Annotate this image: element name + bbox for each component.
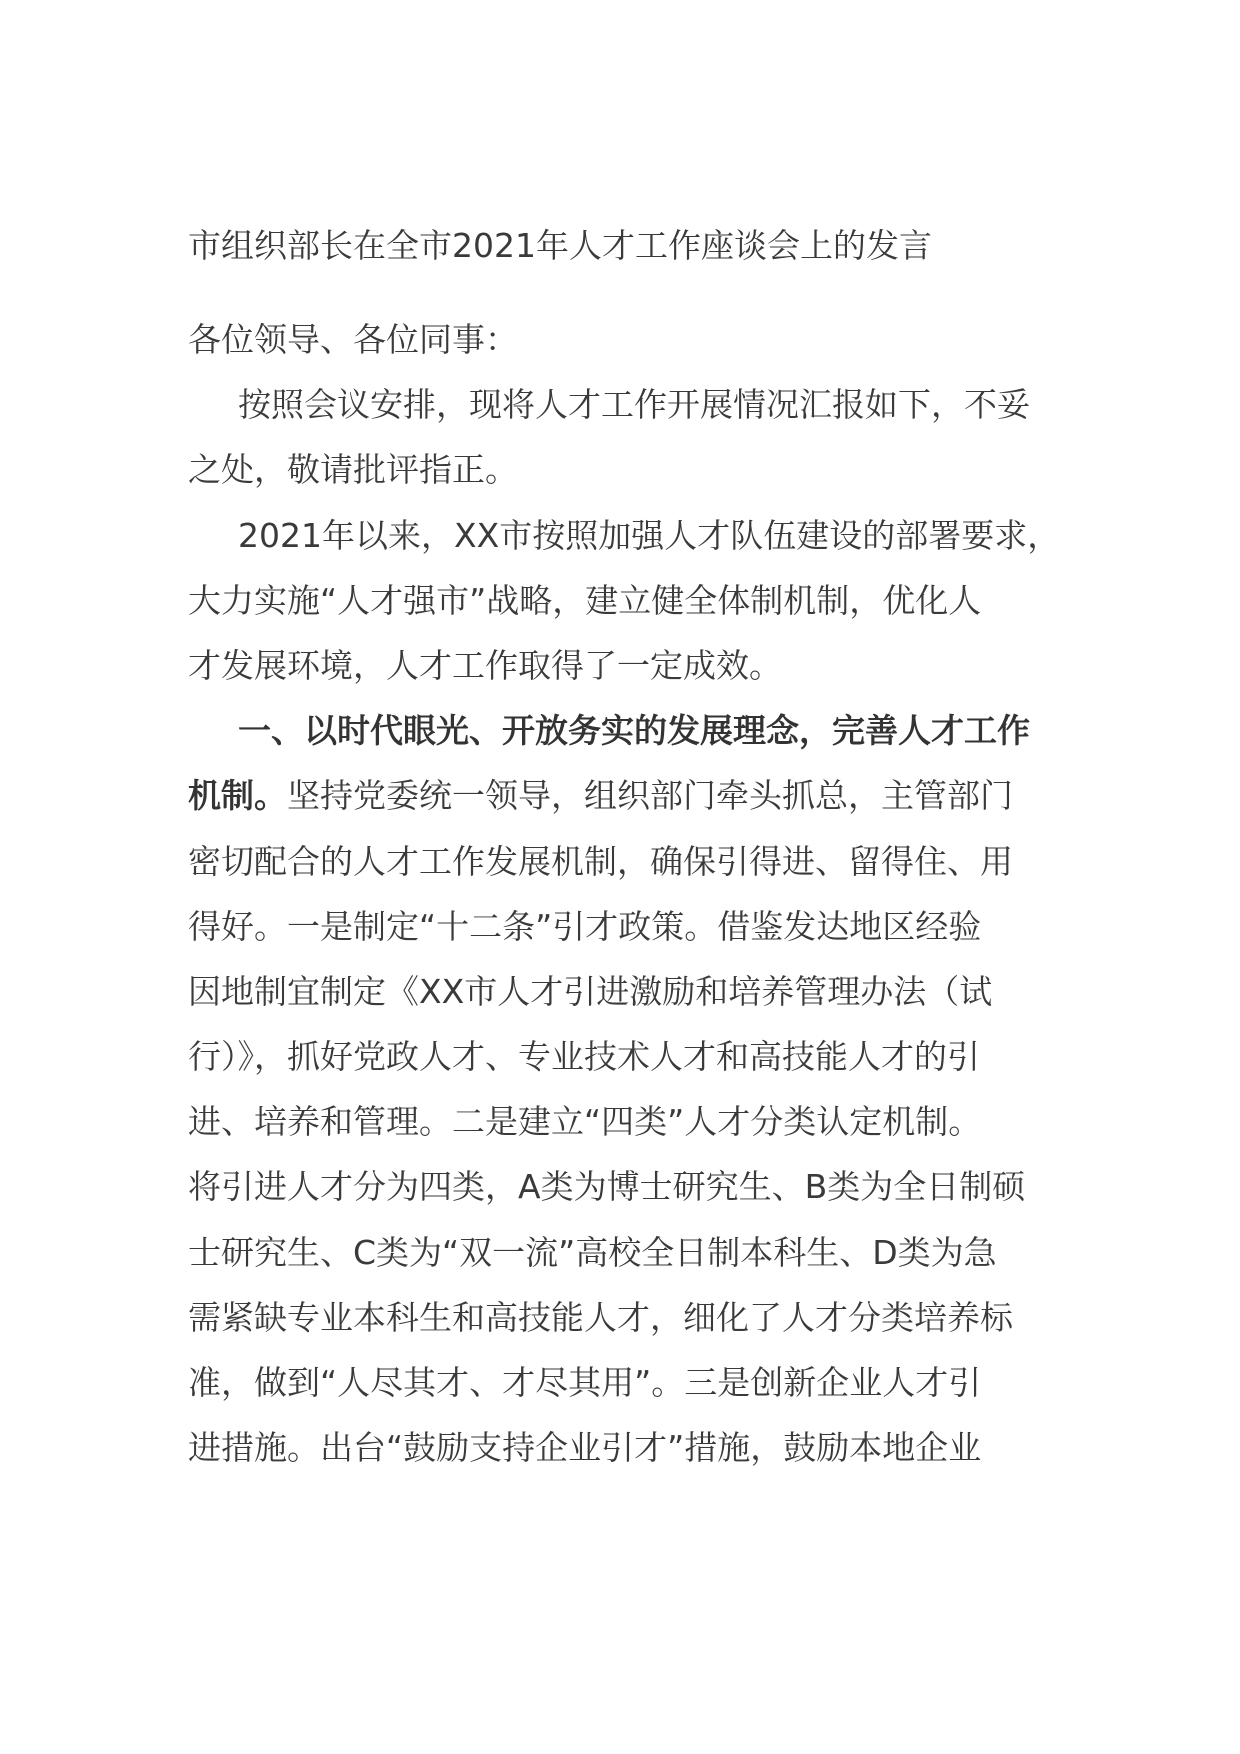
document-body — [188, 314, 1088, 1487]
document-title: 市组织部长在全市2021年人才工作座谈会上的发言 — [188, 226, 932, 265]
paragraph-line: 密切配合的人才工作发展机制，确保引得进、留得住、用 — [188, 841, 1013, 881]
paragraph-line: 因地制宜制定《XX市人才引进激励和培养管理办法（试 — [188, 971, 993, 1011]
paragraph-line: 行）》，抓好党政人才、专业技术人才和高技能人才的引 — [188, 1037, 980, 1077]
paragraph-line: 准，做到“人尽其才、才尽其用”。三是创新企业人才引 — [188, 1363, 982, 1402]
paragraph-line: 进、培养和管理。二是建立“四类”人才分类认定机制。 — [188, 1102, 982, 1142]
section-heading: 一、以时代眼光、开放务实的发展理念，完善人才工作 — [238, 711, 1030, 751]
paragraph-line — [188, 770, 1088, 835]
paragraph-line: 将引进人才分为四类，A类为博士研究生、B类为全日制硕 — [188, 1167, 1026, 1207]
salutation: 各位领导、各位同事： — [188, 320, 518, 359]
paragraph-line: 之处，敬请批评指正。 — [188, 450, 518, 490]
paragraph-line: 进措施。出台“鼓励支持企业引才”措施，鼓励本地企业 — [188, 1428, 982, 1468]
paragraph-line: 大力实施“人才强市”战略，建立健全体制机制，优化人 — [188, 580, 982, 620]
paragraph-line: 得好。一是制定“十二条”引才政策。借鉴发达地区经验 — [188, 906, 982, 946]
paragraph-line: 需紧缺专业本科生和高技能人才，细化了人才分类培养标 — [188, 1297, 1013, 1337]
paragraph-line: 才发展环境，人才工作取得了一定成效。 — [188, 645, 782, 685]
section-heading-continuation: 机制。 — [188, 776, 287, 816]
paragraph-line: 按照会议安排，现将人才工作开展情况汇报如下，不妥 — [238, 385, 1030, 425]
paragraph-line: 2021年以来，XX市按照加强人才队伍建设的部署要求， — [238, 515, 1061, 555]
paragraph-line: 士研究生、C类为“双一流”高校全日制本科生、D类为急 — [188, 1232, 997, 1272]
paragraph-text: 坚持党委统一领导，组织部门牵头抓总，主管部门 — [287, 776, 1013, 816]
